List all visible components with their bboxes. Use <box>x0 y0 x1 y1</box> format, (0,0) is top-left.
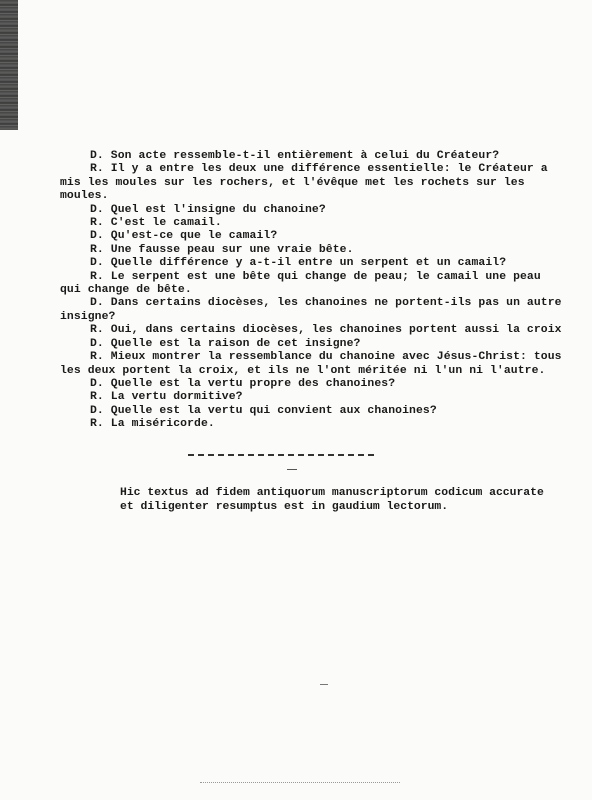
text-line: moules. <box>60 190 109 203</box>
qa-text-block <box>62 150 587 432</box>
text-line: R. Le serpent est une bête qui change de peau; le camail une peau <box>90 270 541 283</box>
text-line: R. Oui, dans certains diocèses, les chanoines portent aussi la croix <box>90 324 562 337</box>
scan-mark <box>320 684 328 685</box>
text-line: R. Il y a entre les deux une différence essentielle: le Créateur a <box>90 163 548 176</box>
colophon-line: et diligenter resumptus est in gaudium lectorum. <box>120 500 449 513</box>
text-line: D. Quelle est la vertu propre des chanoines? <box>90 377 396 390</box>
text-line: mis les moules sur les rochers, et l'évêque met les rochets sur les <box>60 176 525 189</box>
text-line: insigne? <box>60 310 116 323</box>
text-line: D. Qu'est-ce que le camail? <box>90 230 278 243</box>
text-line: R. Une fausse peau sur une vraie bête. <box>90 243 354 256</box>
text-line: R. La vertu dormitive? <box>90 391 243 404</box>
text-line: R. La miséricorde. <box>90 418 215 431</box>
text-line: qui change de bête. <box>60 284 192 297</box>
scan-bottom-edge <box>200 782 400 783</box>
colophon <box>120 487 590 514</box>
scan-edge-mark <box>0 0 18 130</box>
section-divider <box>188 454 374 456</box>
text-line: D. Quelle est la vertu qui convient aux chanoines? <box>90 404 437 417</box>
text-line: D. Dans certains diocèses, les chanoines ne portent-ils pas un autre <box>90 297 562 310</box>
text-line: les deux portent la croix, et ils ne l'ont méritée ni l'un ni l'autre. <box>60 364 546 377</box>
divider-tick <box>287 469 297 470</box>
text-line: D. Son acte ressemble-t-il entièrement à celui du Créateur? <box>90 150 500 162</box>
text-line: D. Quelle différence y a-t-il entre un serpent et un camail? <box>90 257 507 270</box>
text-line: R. Mieux montrer la ressemblance du chanoine avec Jésus-Christ: tous <box>90 351 562 364</box>
text-line: D. Quelle est la raison de cet insigne? <box>90 337 361 350</box>
text-line: R. C'est le camail. <box>90 217 222 230</box>
text-line: D. Quel est l'insigne du chanoine? <box>90 203 326 216</box>
colophon-line: Hic textus ad fidem antiquorum manuscriptorum codicum accurate <box>120 487 544 499</box>
